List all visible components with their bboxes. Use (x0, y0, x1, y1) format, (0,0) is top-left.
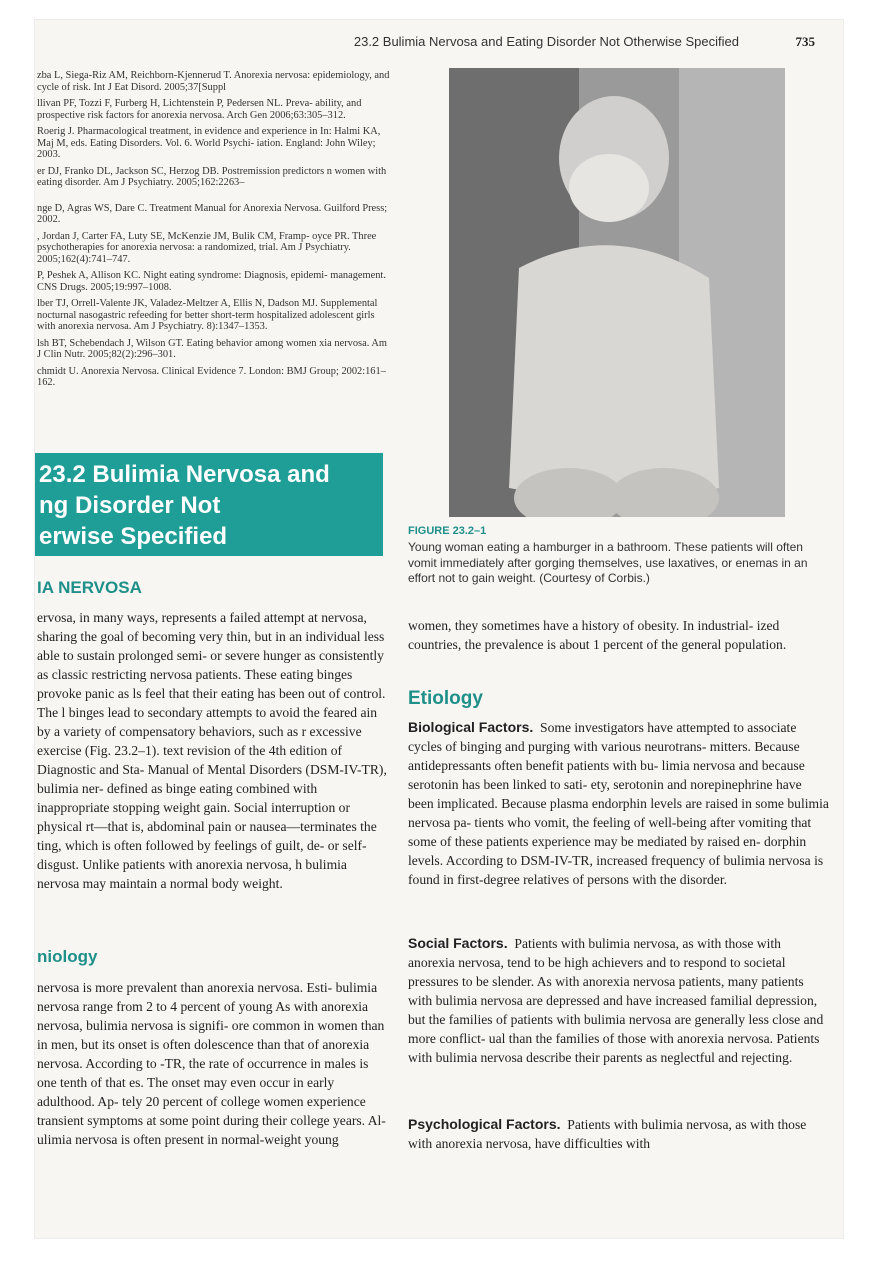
reference-item: lsh BT, Schebendach J, Wilson GT. Eating behavior among women xia nervosa. Am J Clin Nutr. 2005;82(2):296–301. (37, 337, 387, 360)
reference-list (35, 70, 392, 394)
psychological-factors (408, 1115, 830, 1153)
chapter-banner (35, 453, 383, 556)
body-paragraph: women, they sometimes have a history of obesity. In industrial- ized countries, the prevalence is about 1 percent of the general population. (408, 618, 787, 652)
reference-item: , Jordan J, Carter FA, Luty SE, McKenzie JM, Bulik CM, Framp- oyce PR. Three psychotherapies for anorexia nervosa: a randomized, trial. Am J Psychiatry. 2005;162(4):741–747. (37, 230, 377, 265)
body-paragraph: Patients with bulimia nervosa, as with those with anorexia nervosa, have difficulties with (408, 1117, 807, 1151)
reference-item: lber TJ, Orrell-Valente JK, Valadez-Meltzer A, Ellis N, Dadson MJ. Supplemental nocturnal nasogastric refeeding for better short-term hospitalized adolescent girls with anorexia nervosa. Am J Psychiatry. 8):1347–1353. (37, 298, 378, 332)
body-paragraph: Some investigators have attempted to associate cycles of binging and purging with various neurotrans- mitters. Because antidepressants often benefit patients with bu- limia nervosa and because serotonin has been linked to sati- ety, serotonin and norepinephrine have been implicated. Because plasma endorphin levels are raised in some bulimia nervosa pa- tients who vomit, the feeling of well-being after vomiting that some of these patients experience may be mediated by raised en- dorphin levels. According to DSM-IV-TR, increased frequency of bulimia nervosa is found in first-degree relatives of persons with the disorder. (408, 720, 829, 887)
running-header (35, 28, 843, 52)
body-paragraph: ervosa, in many ways, represents a failed attempt at nervosa, sharing the goal of becoming very thin, but in an individual less able to sustain prolonged semi- or severe hunger as consistently as classic restricting nervosa patients. These eating binges provoke panic as ls feel that their eating has been out of control. The l binges lead to secondary attempts to avoid the feared ain by a variety of compensatory behaviors, such as r excessive exercise (Fig. 23.2–1). text revision of the 4th edition of Diagnostic and Sta- Manual of Mental Disorders (DSM-IV-TR), bulimia ner- defined as binge eating combined with inappropriate stopping weight gain. Social interruption or physical rt—that is, abdominal pain or nausea—terminates the ting, which is often followed by feelings of guilt, de- or self-disgust. Unlike patients with anorexia nervosa, h bulimia nervosa may maintain a normal body weight. (37, 610, 387, 891)
book-page (35, 20, 843, 1238)
section-heading: Etiology (408, 688, 483, 709)
biological-factors (408, 718, 830, 889)
section-heading: IA NERVOSA (37, 578, 142, 597)
figure-photo (449, 68, 785, 517)
photo-illustration (449, 68, 785, 517)
banner-line: 23.2 Bulimia Nervosa and (39, 461, 330, 488)
body-paragraph: Patients with bulimia nervosa, as with those with anorexia nervosa, tend to be high achievers and to respond to societal pressures to be slender. As with anorexia nervosa patients, many patients with bulimia nervosa are depressed and have increased familial depression, but the families of patients with bulimia nervosa are generally less close and more conflict- ual than the families of those with anorexia nervosa. Patients with bulimia nervosa describe their parents as neglectful and rejecting. (408, 936, 824, 1065)
social-factors (408, 934, 830, 1067)
subsection-heading: Social Factors. (408, 935, 508, 951)
figure-caption: Young woman eating a hamburger in a bathroom. These patients will often vomit immediately after gorging themselves, use laxatives, or enemas in an effort not to gain weight. (Courtesy of Corbis.) (408, 540, 808, 585)
subsection-heading: Psychological Factors. (408, 1116, 561, 1132)
subsection-heading: Biological Factors. (408, 719, 534, 735)
reference-item: zba L, Siega-Riz AM, Reichborn-Kjennerud T. Anorexia nervosa: epidemiology, and cycle of risk. Int J Eat Disord. 2005;37[Suppl (37, 70, 390, 93)
banner-line: erwise Specified (39, 523, 228, 550)
banner-line: ng Disorder Not (39, 492, 221, 519)
reference-item: P, Peshek A, Allison KC. Night eating syndrome: Diagnosis, epidemi- management. CNS Drugs. 2005;19:997–1008. (37, 270, 386, 293)
reference-item: llivan PF, Tozzi F, Furberg H, Lichtenstein P, Pedersen NL. Preva- ability, and prospective risk factors for anorexia nervosa. Arch Gen 2006;63:305–312. (37, 98, 362, 121)
figure-label: FIGURE 23.2–1 (408, 525, 487, 537)
reference-item: er DJ, Franko DL, Jackson SC, Herzog DB. Postremission predictors n women with eating disorder. Am J Psychiatry. 2005;162:2263– (37, 165, 387, 188)
reference-item: Roerig J. Pharmacological treatment, in evidence and experience in In: Halmi KA, Maj M, eds. Eating Disorders. Vol. 6. World Psychi- iation. England: John Wiley; 2003. (37, 126, 381, 160)
running-title: 23.2 Bulimia Nervosa and Eating Disorder Not Otherwise Specified (353, 34, 739, 49)
page-number: 735 (795, 34, 815, 49)
reference-item: nge D, Agras WS, Dare C. Treatment Manual for Anorexia Nervosa. Guilford Press; 2002. (37, 202, 388, 225)
body-paragraph: nervosa is more prevalent than anorexia nervosa. Esti- bulimia nervosa range from 2 to 4 percent of young As with anorexia nervosa, bulimia nervosa is signifi- ore common in women than in men, but its onset is often dolescence than that of anorexia nervosa. According to -TR, the rate of occurrence in males is one tenth of that es. The onset may even occur in early adulthood. Ap- tely 20 percent of college women experience transient symptoms at some point during their college years. Al- ulimia nervosa is often present in normal-weight young (37, 980, 386, 1147)
section-heading: niology (37, 947, 98, 966)
reference-item: chmidt U. Anorexia Nervosa. Clinical Evidence 7. London: BMJ Group; 2002:161–162. (37, 365, 386, 388)
